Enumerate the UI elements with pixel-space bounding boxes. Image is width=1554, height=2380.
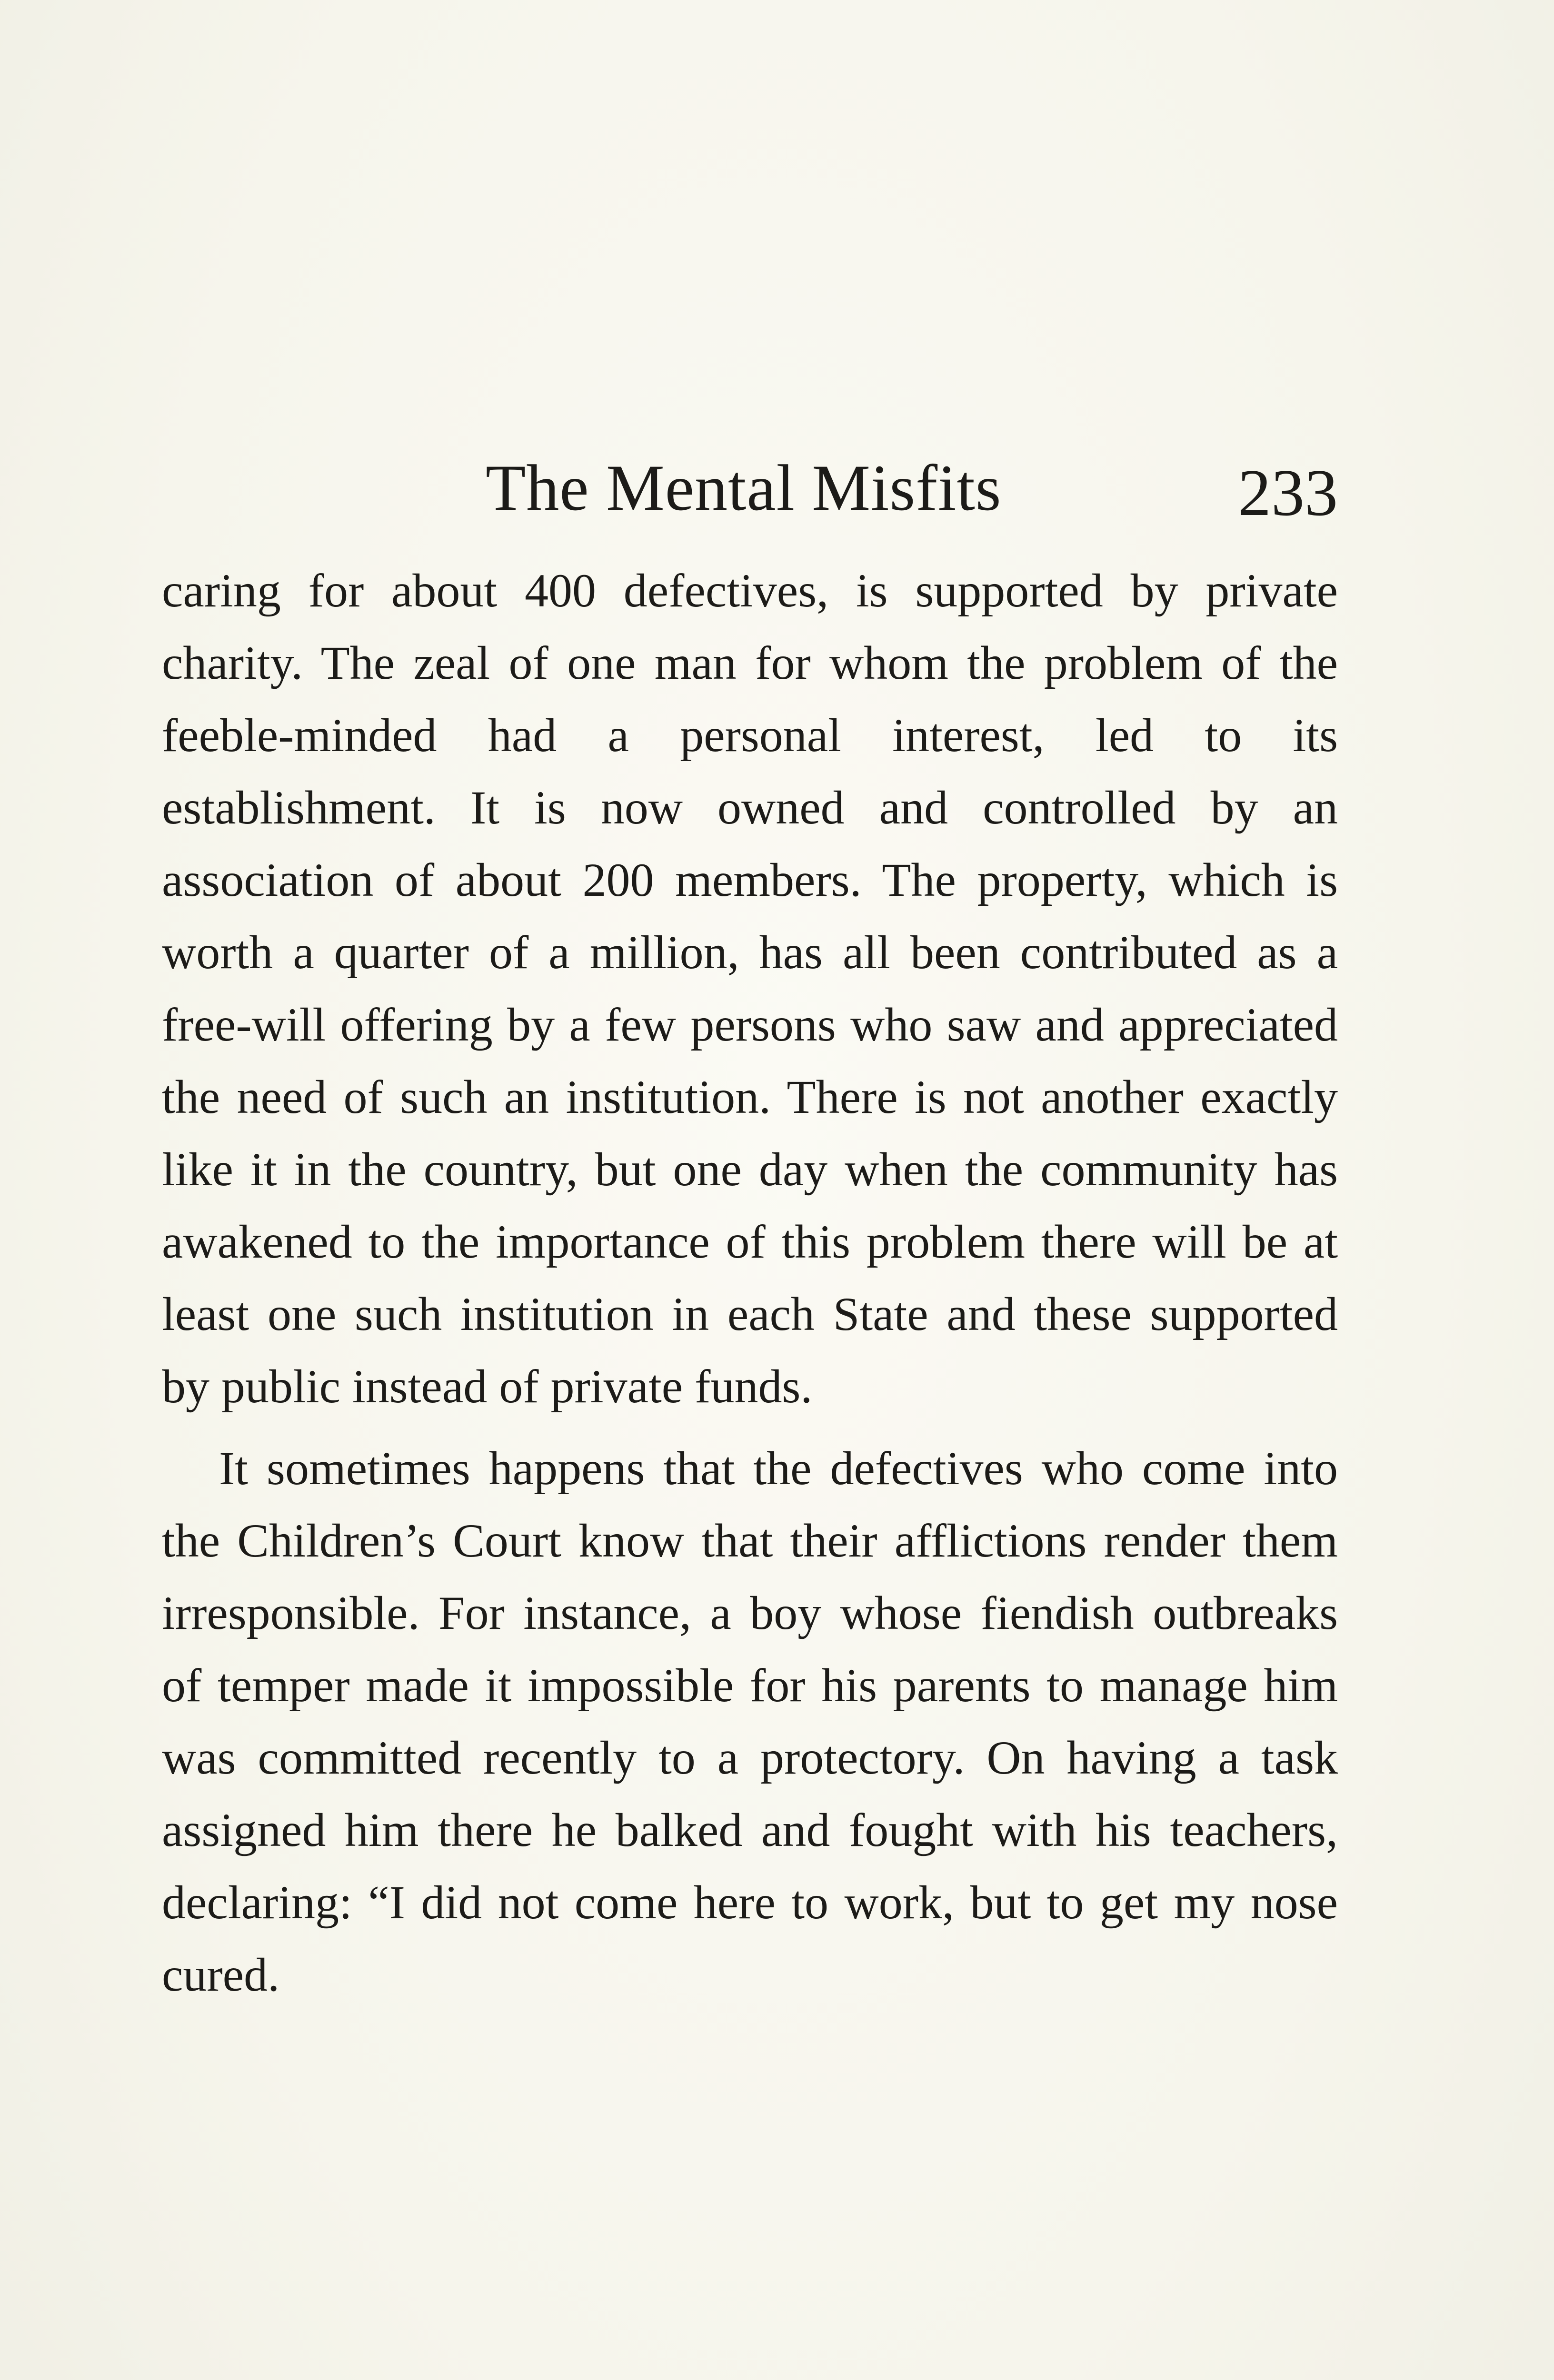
paragraph-new: It sometimes happens that the defectives who come into the Children’s Court know that their afflictions render them irresponsible. For instance, a boy whose fiendish outbreaks of temper made it impossible for his parents to manage him was committed recently to a protectory. On having a task assigned him there he balked and fought with his teachers, declaring: “I did not come here to work, but to get my nose cured.: [162, 1442, 1338, 2001]
page-header: [162, 440, 1338, 531]
page-number: 233: [1238, 456, 1338, 530]
paragraph-continued: caring for about 400 defectives, is supported by private charity. The zeal of one man for whom the problem of the feeble-minded had a personal interest, led to its establishment. It is now owned and controlled by an association of about 200 members. The property, which is worth a quarter of a million, has all been contributed as a free-will offering by a few persons who saw and appreciated the need of such an institution. There is not another exactly like it in the country, but one day when the community has awakened to the importance of this problem there will be at least one such institution in each State and these supported by public instead of private funds.: [162, 564, 1338, 1413]
body-text: [162, 555, 1338, 2011]
running-head: The Mental Misfits: [486, 451, 1002, 524]
